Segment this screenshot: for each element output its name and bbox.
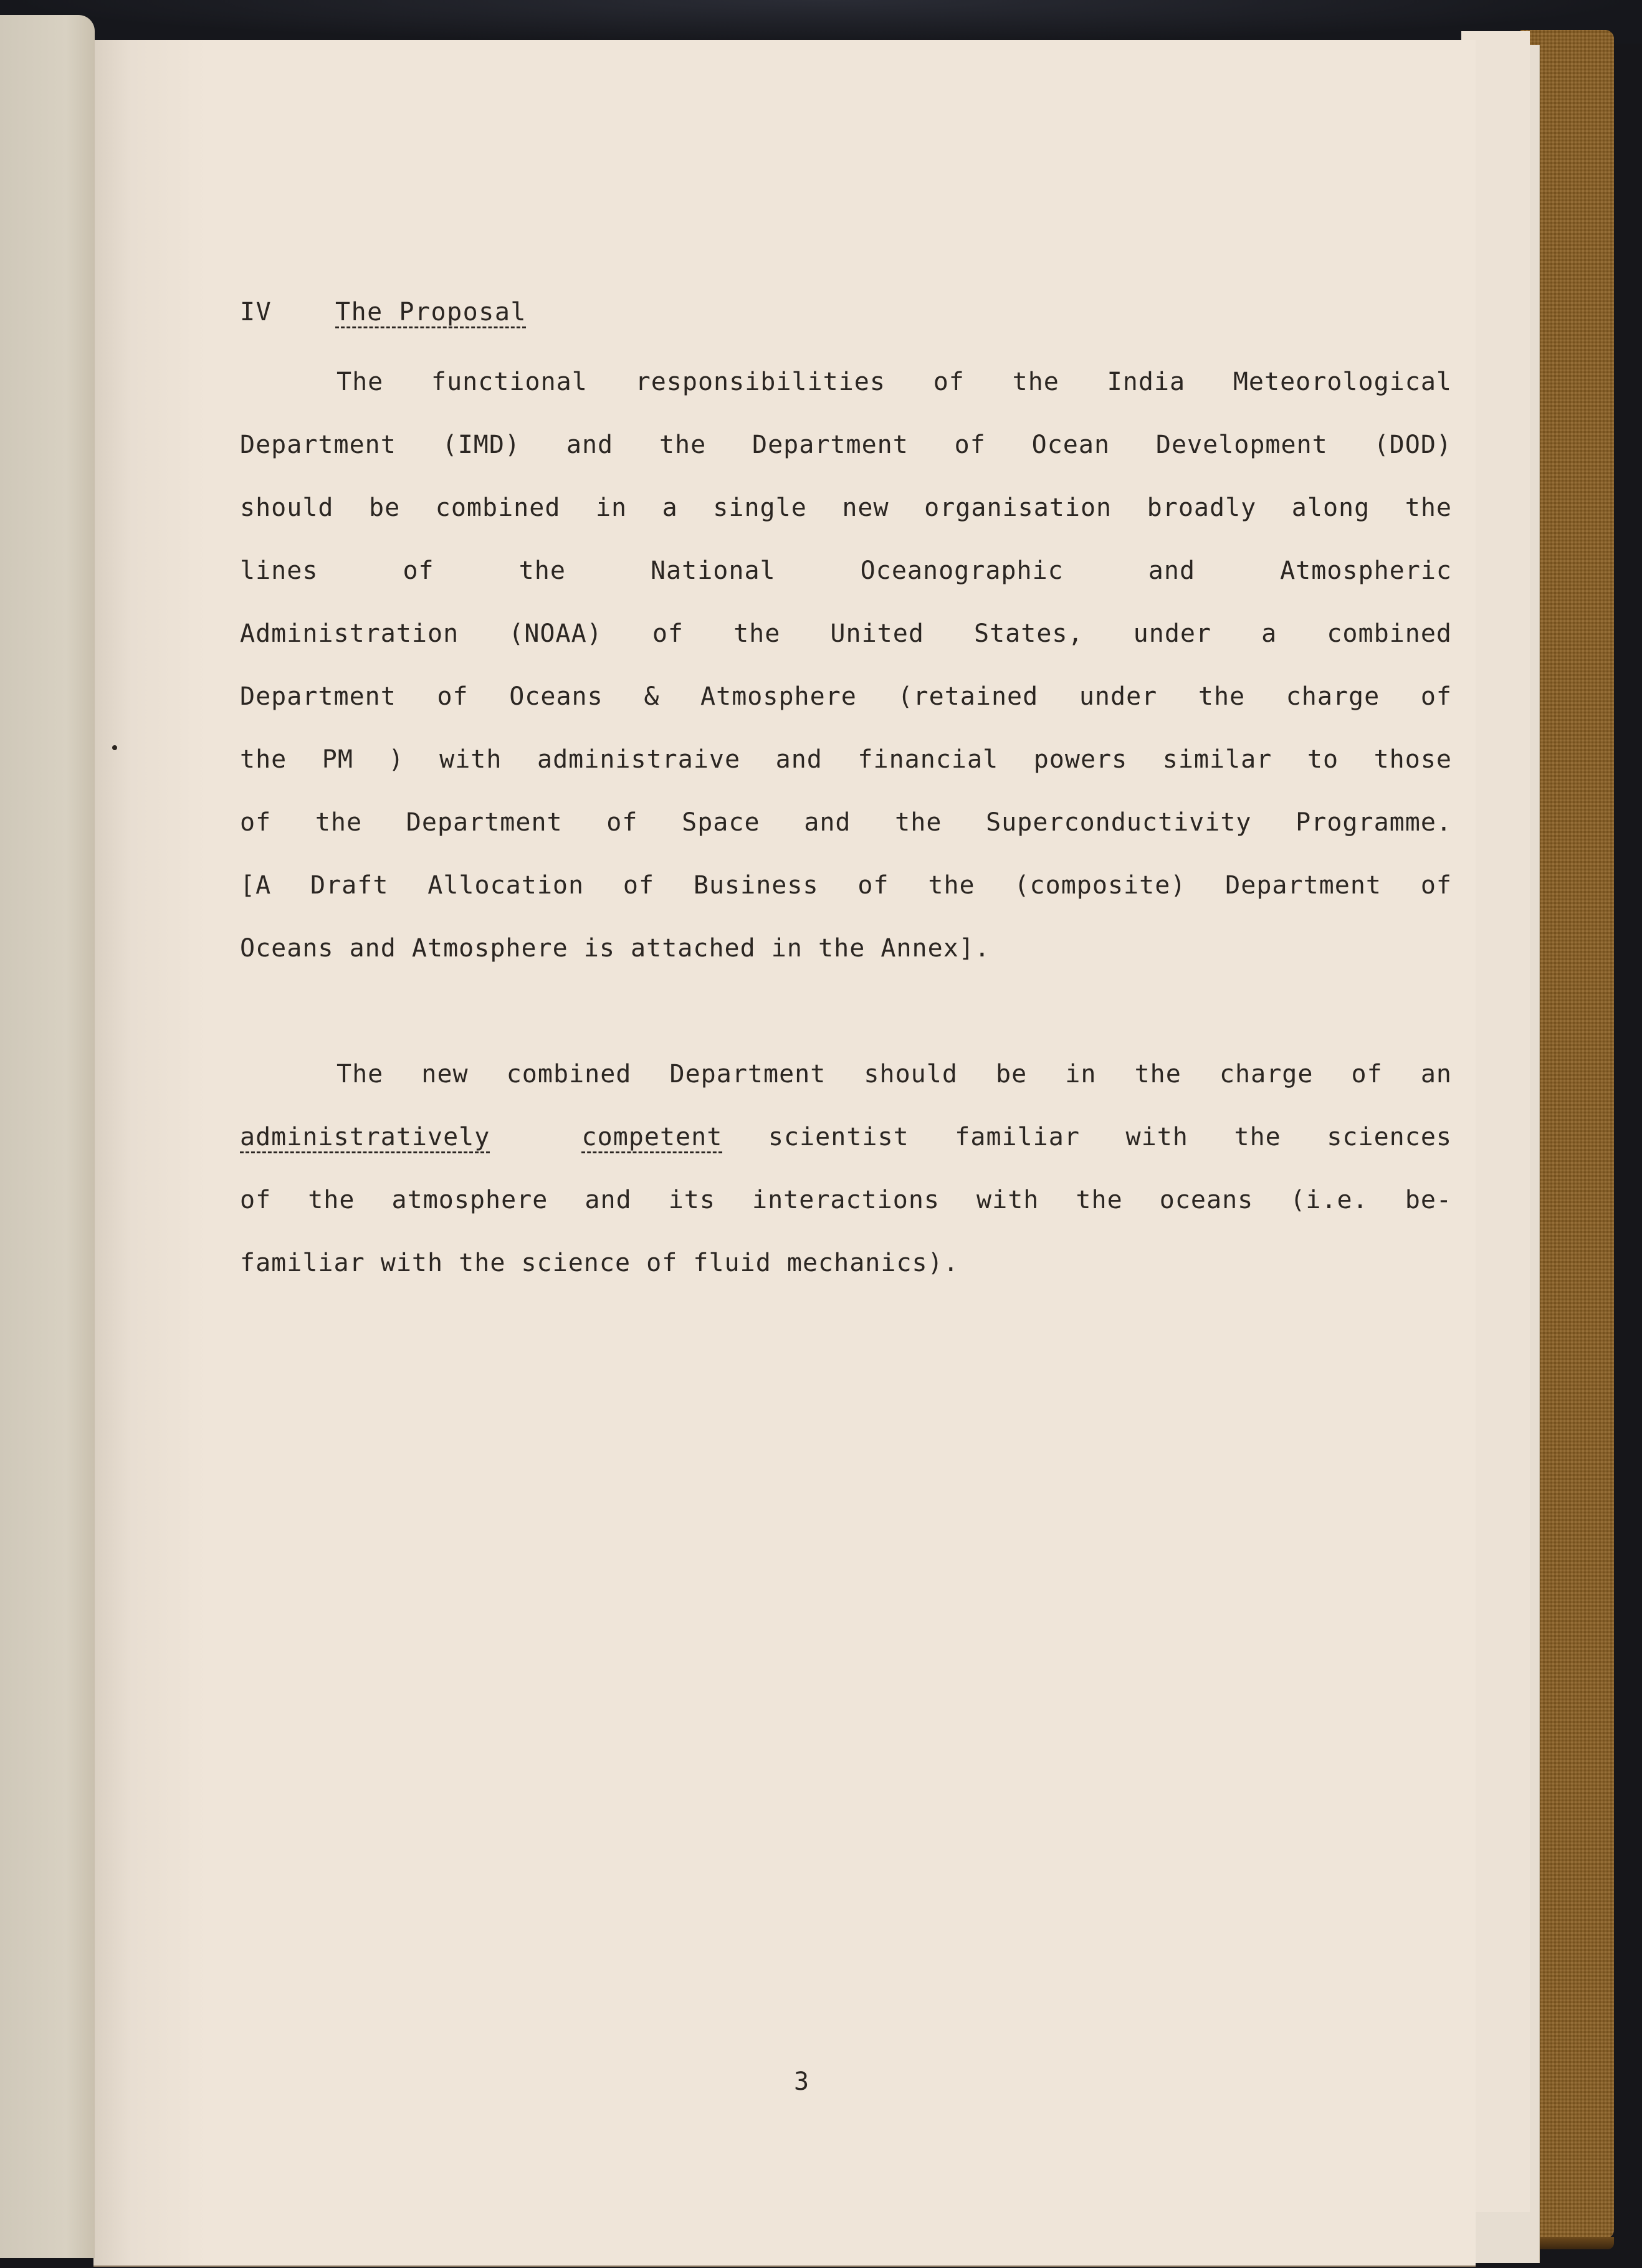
underlined-word: competent [581,1123,723,1151]
text-line: of the Department of Space and the Superconductivity Programme. [240,808,1452,837]
text-line: of the atmosphere and its interactions with the oceans (i.e. be- [240,1186,1452,1214]
section-title: The Proposal [335,298,527,326]
text-line: the PM ) with administraive and financial powers similar to those [240,745,1452,774]
page-number: 3 [794,2067,809,2096]
text-line: Administration (NOAA) of the United States, under a combined [240,619,1452,648]
text-fragment: scientist familiar with the sciences [768,1123,1452,1151]
text-line: [A Draft Allocation of Business of the (composite) Department of [240,871,1452,900]
text-line: familiar with the science of fluid mechanics). [240,1249,959,1277]
facing-page-edge [0,15,95,2258]
text-line: The new combined Department should be in the charge of an [337,1060,1452,1089]
text-line: should be combined in a single new organisation broadly along the [240,493,1452,522]
background-top [0,0,1642,44]
text-line: Department of Oceans & Atmosphere (retained under the charge of [240,682,1452,711]
binding-hole [112,745,117,750]
text-line: lines of the National Oceanographic and Atmospheric [240,556,1452,585]
text-line: Oceans and Atmosphere is attached in the Annex]. [240,934,990,963]
text-line: Department (IMD) and the Department of Ocean Development (DOD) [240,431,1452,459]
underlined-word: administratively [240,1123,490,1151]
text-line-with-emphasis [240,1122,1452,1153]
text-line: The functional responsibilities of the India Meteorological [337,368,1452,396]
section-number: IV [240,298,272,326]
